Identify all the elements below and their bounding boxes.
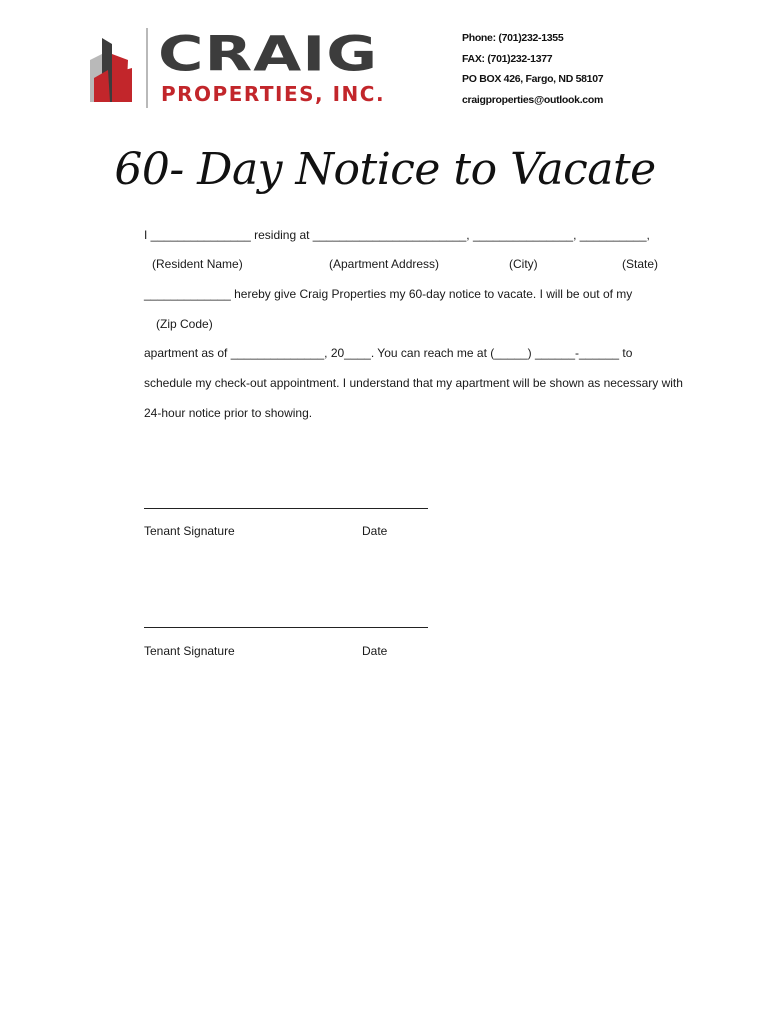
label-city: (City) <box>509 257 538 271</box>
label-zip-code: (Zip Code) <box>156 317 213 331</box>
signature-line <box>144 627 428 628</box>
phone-text: Phone: (701)232-1355 <box>462 32 564 44</box>
signature-line <box>144 508 428 509</box>
logo-divider <box>146 28 148 108</box>
fax-text: FAX: (701)232-1377 <box>462 52 553 65</box>
label-resident-name: (Resident Name) <box>152 257 243 271</box>
date-label: Date <box>362 524 388 538</box>
company-subtitle: PROPERTIES, INC. <box>161 82 386 106</box>
email-text: craigproperties@outlook.com <box>462 93 603 106</box>
body-line-3: apartment as of ______________, 20____. You can reach me at (_____) ______-______ to <box>144 346 633 360</box>
tenant-signature-label: Tenant Signature <box>144 524 235 538</box>
page-title: 60- Day Notice to Vacate <box>114 144 656 195</box>
body-line-5: 24-hour notice prior to showing. <box>144 406 313 420</box>
date-label: Date <box>362 644 388 658</box>
body-line-4: schedule my check-out appointment. I understand that my apartment will be shown as necessary with <box>144 376 683 390</box>
contact-info <box>462 31 603 113</box>
body-line-2: _____________ hereby give Craig Properties my 60-day notice to vacate. I will be out of my <box>144 287 633 301</box>
address-text: PO BOX 426, Fargo, ND 58107 <box>462 73 604 85</box>
company-name: CRAIG <box>158 25 379 83</box>
building-logo-icon <box>88 32 138 104</box>
label-state: (State) <box>622 257 659 271</box>
body-line-1: I _______________ residing at _______________________, _______________, __________, <box>144 228 650 242</box>
label-apartment-address: (Apartment Address) <box>329 257 440 271</box>
tenant-signature-label: Tenant Signature <box>144 644 235 658</box>
